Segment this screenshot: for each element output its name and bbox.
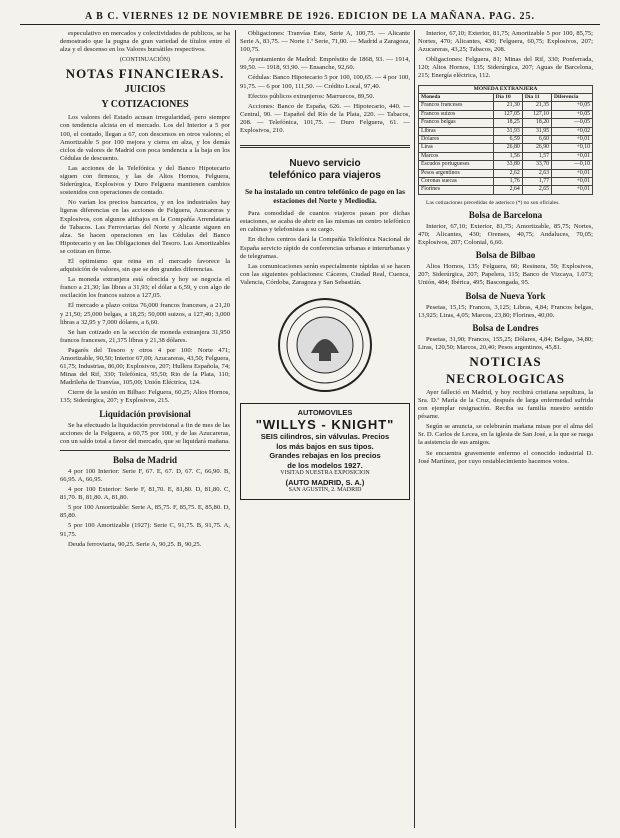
- table-cell: 2,62: [493, 169, 522, 177]
- table-cell: 18,20: [522, 119, 551, 127]
- section-title-bolsa-londres: Bolsa de Londres: [472, 322, 539, 333]
- table-cell: 1,57: [522, 152, 551, 160]
- currency-table: [418, 85, 593, 195]
- table-cell: 6,59: [493, 136, 522, 144]
- table-cell: +0,01: [552, 136, 593, 144]
- section-title-bolsa-barcelona: Bolsa de Barcelona: [468, 209, 543, 220]
- paragraph: Pesetas, 15,15; Francos, 3,125; Libras, 4,84; Francos belgas, 13,925; Liras, 4,05; Marcos, 23,80; Florines, 40,00.: [418, 303, 593, 319]
- table-row: [419, 110, 593, 118]
- table-row: [419, 152, 593, 160]
- paragraph: El mercado a plazo cotiza 76,000 francos franceses, a 21,20 y 21,50; 25,000 belgas, a 18,25; 50,000 suizos, a 127,40; 3,000 libras a 32,95 y 7,000 dólares, a 6,60.: [60, 302, 230, 326]
- paragraph: Obligaciones: Tranvías Este, Serie A, 100,75. — Alicante Serie A, 83,75. — Norte 1.ª Serie, 71,00. — Madrid a Zaragoza, 100,75.: [240, 30, 410, 54]
- table-row: [419, 169, 593, 177]
- table-cell: Francos franceses: [419, 102, 494, 110]
- table-cell: Florines: [419, 186, 494, 194]
- table-note: Las cotizaciones precedidas de asterisco (*) no son oficiales.: [426, 199, 560, 206]
- section-title-bolsa-madrid: Bolsa de Madrid: [112, 454, 177, 465]
- paragraph: Deuda ferroviaria, 90,25. Serie A, 90,25. B, 90,25.: [68, 540, 202, 548]
- table-cell: 1,77: [522, 178, 551, 186]
- table-cell: 1,56: [493, 152, 522, 160]
- column-rule-2: [414, 30, 415, 828]
- table-cell: 26,80: [493, 144, 522, 152]
- table-cell: —0,05: [552, 119, 593, 127]
- paragraph: Pesetas, 31,90; Francos, 155,25; Dólares, 4,84; Belgas, 34,80; Liras, 120,50; Marcos, 20,40; Pesos argentinos, 45,81.: [418, 335, 593, 351]
- section-title-bolsa-bilbao: Bolsa de Bilbao: [475, 250, 536, 261]
- paragraph: Ayuntamiento de Madrid: Empréstito de 1868, 93. — 1914, 99,50. — 1918, 93,90. — Ensanche, 92,60.: [240, 56, 410, 72]
- table-row: [419, 127, 593, 135]
- table-cell: +0,01: [552, 186, 593, 194]
- paragraph: Se ha efectuado la liquidación provisional a fin de mes de las acciones de la Felguera, a 60,75 por 100, y de las Azucareras, con un saldo total a favor del mercado, que se liquidará mañana.: [60, 421, 230, 445]
- paragraph: Cédulas: Banco Hipotecario 5 por 100, 100,65. — 4 por 100, 91,75. — 6 por 100, 111,50. — Crédito Local, 97,40.: [240, 74, 410, 90]
- table-cell: +0,05: [552, 110, 593, 118]
- table-header-row: [419, 93, 593, 101]
- table-cell: Dólares: [419, 136, 494, 144]
- header-text: A B C. VIERNES 12 DE NOVIEMBRE DE 1926. EDICION DE LA MAÑANA. PAG. 25.: [85, 10, 535, 22]
- paragraph: Acciones: Banco de España, 626. — Hipotecario, 440. — Central, 90. — Español del Río de la Plata, 220. — Tabacos, 208. — Telefónica, 101,75. — Duro Felguera, 61. — Explosivos, 210.: [240, 102, 410, 135]
- paragraph: Pagarés del Tesoro y otros 4 por 100: Norte 471; Amortizable, 90,50; Interior 67,00; Azucareras, 43,50; Felguera, 61,75; Industrias, 86,00; Explosivos, 207; Hullera Española, 74; Minas del Rif, 330; Telefónica, 95,50; Rio de la Plata, 110; Madrileña de Tranvías, 105,00; Unión Eléctrica, 124.: [60, 346, 230, 387]
- table-title: MONEDA EXTRANJERA: [419, 85, 593, 93]
- paragraph: Altos Hornos, 135; Felguera, 60; Resinera, 59; Explosivos, 207; Siderúrgica, 207; Papelera, 115; Banco de Vizcaya, 1.073; Unión, 484; Ibérica, 495; Bascongada, 95.: [418, 263, 593, 287]
- paragraph: Interior, 67,10; Exterior, 81,75; Amortizable, 85,75; Nortes, 470; Alicantes, 430; Orenses, 40,75; Andaluces, 70,05; Explosivos, 207; Colonial, 6,60.: [418, 222, 593, 247]
- willys-knight-ad: [240, 403, 410, 500]
- paragraph: Las acciones de la Telefónica y del Banco Hipotecario siguen con firmeza, y las de Altos Hornos, Felguera, Siderúrgica, Explosivos y Duro Felguera mantienen cambios sostenidos con operaciones de contado.: [60, 164, 230, 197]
- ad-line: SEIS cilindros, sin válvulas. Precios: [260, 432, 390, 442]
- ad-line: Grandes rebajas en los precios: [269, 451, 381, 461]
- table-cell: 26,90: [522, 144, 551, 152]
- paragraph: Cierre de la sesión en Bilbao: Felguera, 60,25; Altos Hornos, 135; Siderúrgica, 207; y Explosivos, 215.: [60, 389, 230, 405]
- table-cell: Escudos portugueses: [419, 161, 494, 169]
- table-cell: 31,93: [493, 127, 522, 135]
- paragraph: En dichos centros dará la Compañía Telefónica Nacional de España servicio rápido de conferencias urbanas e interurbanas y de telegramas.: [240, 236, 410, 260]
- table-cell: 18,25: [493, 119, 522, 127]
- table-cell: 21,30: [493, 102, 522, 110]
- ad-line: SAN AGUSTÍN, 2. MADRID: [288, 487, 362, 494]
- column-1: [60, 30, 230, 830]
- table-cell: Marcos: [419, 152, 494, 160]
- telephone-article: [240, 158, 410, 395]
- table-cell: Francos suizos: [419, 110, 494, 118]
- table-cell: Liras: [419, 144, 494, 152]
- section-title-financial: NOTAS FINANCIERAS.: [65, 66, 225, 82]
- table-cell: 2,63: [522, 169, 551, 177]
- paragraph: La moneda extranjera está ofrecida y hoy se negocia el franco a 21,30; las libras a 31,93; el dólar a 6,59, y con algo de oscilación los francos suizos a 127,05.: [60, 276, 230, 300]
- table-row: [419, 161, 593, 169]
- divider: [240, 145, 410, 148]
- separator: (CONTINUACIÓN): [120, 57, 170, 64]
- table-row: [419, 136, 593, 144]
- table-cell: Coronas suecas: [419, 178, 494, 186]
- paragraph: Las comunicaciones serán especialmente rápidas si se hacen con las siguientes poblaciones: Cáceres, Ciudad Real, Cuenca, Valencia, Córdoba, Zaragoza y San Sebastián.: [240, 262, 410, 286]
- paragraph: 4 por 100 Exterior: Serie F, 81,70. E, 81,80. D, 81,80. C, 81,70. B, 81,80. A, 81,80.: [60, 486, 230, 502]
- page-header: [20, 8, 600, 25]
- ad-line: de los modelos 1927.: [287, 460, 363, 470]
- paragraph: Ayer falleció en Madrid, y hoy recibirá cristiana sepultura, la Sra. D.ª María de la Cruz, después de larga enfermedad sufrida con ejemplar resignación. Reciba su familia nuestro sentido pésame.: [418, 388, 593, 421]
- table-cell: 127,05: [493, 110, 522, 118]
- section-title-juicios: JUICIOS: [124, 84, 166, 96]
- table-cell: +0,05: [552, 102, 593, 110]
- table-cell: 21,35: [522, 102, 551, 110]
- section-title-liquidacion: Liquidación provisional: [99, 408, 191, 419]
- table-row: [419, 144, 593, 152]
- paragraph: Para comodidad de cuantos viajeros pasan por dichas estaciones, se acaba de abrir en las mismas un centro telefónico en cabinas y telefonistas a su cargo.: [240, 210, 410, 234]
- paragraph: Los valores del Estado acusan irregularidad, pero siempre con tendencia alcista en el mercado. Los del Interior a 5 por 100, el contado, llegan a 67, con descensos en otros valores; el Amortizable 5 por 100 mejora y cierra en alza, y los demás ciclos de valores de Madrid con poca tendencia a la baja en los Cédulas de descuento.: [60, 114, 230, 162]
- ad-brand: "WILLYS - KNIGHT": [255, 417, 395, 433]
- paragraph: 4 por 100 Interior: Serie F, 67. E, 67. D, 67. C, 66,90. B, 66,95. A, 66,95.: [60, 467, 230, 483]
- paragraph: 5 por 100 Amortizable (1927): Serie C, 91,75. B, 91,75. A, 91,75.: [60, 522, 230, 538]
- column-header: Día 10: [493, 93, 522, 101]
- seal-emblem: [275, 295, 375, 395]
- table-cell: 6,60: [522, 136, 551, 144]
- column-header: Diferencia: [552, 93, 593, 101]
- paragraph: Interior, 67,10; Exterior, 81,75; Amortizable 5 por 100, 85,75; Nortes, 470; Alicantes, 430; Felguera, 60,75; Explosivos, 207; Azucareras, 43,25; Tabacos, 208.: [418, 30, 593, 54]
- section-title-bolsa-nueva-york: Bolsa de Nueva York: [465, 290, 546, 301]
- table-body: [419, 102, 593, 194]
- table-row: [419, 186, 593, 194]
- table-cell: 31,95: [522, 127, 551, 135]
- table-cell: 33,70: [522, 161, 551, 169]
- table-cell: +0,01: [552, 152, 593, 160]
- paragraph: Según se anuncia, se celebrarán mañana misas por el alma del Sr. D. Carlos de Lecea, en la iglesia de San José, a la que se ruega la asistencia de sus amigos.: [418, 423, 593, 447]
- table-cell: 2,64: [493, 186, 522, 194]
- table-cell: 2,65: [522, 186, 551, 194]
- intro-paragraph: especulativo en mercados y colectividades de publicos, se ha demostrado que la pugna de gran variedad de títulos entre el alza y el descenso en los Valores bursátiles respectivos.: [60, 30, 230, 54]
- table-cell: —0,10: [552, 161, 593, 169]
- table-row: [419, 178, 593, 186]
- table-cell: +0,01: [552, 169, 593, 177]
- column-rule-1: [235, 30, 236, 828]
- ad-line: los más bajos en sus tipos.: [276, 441, 374, 451]
- table-cell: Libras: [419, 127, 494, 135]
- paragraph: No varían los precios bancarios, y en los industriales hay ligeras diferencias en las acciones de Felguera, Azucareras y Explosivos, con algunos altibajos en la Compañía Arrendataria de Tabacos. Las Ferroviarias del Norte y Alicante siguen en alza. Se hacen operaciones en las Cédulas del Banco Hipotecario y en las Obligaciones del Tesoro. Las Amortizables se cotizan en firme.: [60, 199, 230, 255]
- ad-line: AUTOMOVILES: [297, 407, 353, 417]
- column-header: Moneda: [419, 93, 494, 101]
- ad-line: (AUTO MADRID, S. A.): [285, 477, 365, 487]
- table-cell: Pesos argentinos: [419, 169, 494, 177]
- paragraph: Se han cotizado en la sección de moneda extranjera 31,950 francos franceses, 21,375 libras y 21,38 dólares.: [60, 328, 230, 344]
- section-title-noticias: NOTICIAS: [469, 353, 542, 369]
- table-cell: 127,10: [522, 110, 551, 118]
- divider: [60, 450, 230, 451]
- column-2: [240, 30, 410, 830]
- table-cell: 33,80: [493, 161, 522, 169]
- table-row: [419, 119, 593, 127]
- paragraph: El optimismo que reina en el mercado favorece la adquisición de valores, sin que se den grandes diferencias.: [60, 257, 230, 274]
- article-subtitle: Se ha instalado un centro telefónico de pago en las estaciones del Norte y Mediodía.: [244, 187, 406, 206]
- paragraph: Obligaciones: Felguera, 81; Minas del Rif, 330; Ponferrada, 120; Altos Hornos, 135; Siderúrgica, 207; Aguas de Barcelona, 215; Energía eléctrica, 112.: [418, 56, 593, 80]
- paragraph: 5 por 100 Amortizable: Serie A, 85,75. F, 85,75. E, 85,80. D, 85,80.: [60, 504, 230, 520]
- ad-line: VISITAD NUESTRA EXPOSICION: [280, 470, 370, 477]
- table-row: [419, 102, 593, 110]
- section-title-cotizaciones: Y COTIZACIONES: [101, 99, 189, 111]
- column-3: [418, 30, 593, 830]
- paragraph: Efectos públicos extranjeros: Marruecos, 89,50.: [248, 92, 375, 100]
- column-header: Día 11: [522, 93, 551, 101]
- section-title-necrologicas: NECROLOGICAS: [446, 370, 565, 386]
- table-cell: +0,02: [552, 127, 593, 135]
- table-cell: Francos belgas: [419, 119, 494, 127]
- table-cell: +0,10: [552, 144, 593, 152]
- article-title: Nuevo servicio: [289, 158, 361, 170]
- table-cell: +0,01: [552, 178, 593, 186]
- table-cell: 1,76: [493, 178, 522, 186]
- article-title: telefónico para viajeros: [269, 170, 381, 182]
- paragraph: Se encuentra gravemente enfermo el conocido industrial D. José Martínez, por cuyo restablecimiento hacemos votos.: [418, 449, 593, 465]
